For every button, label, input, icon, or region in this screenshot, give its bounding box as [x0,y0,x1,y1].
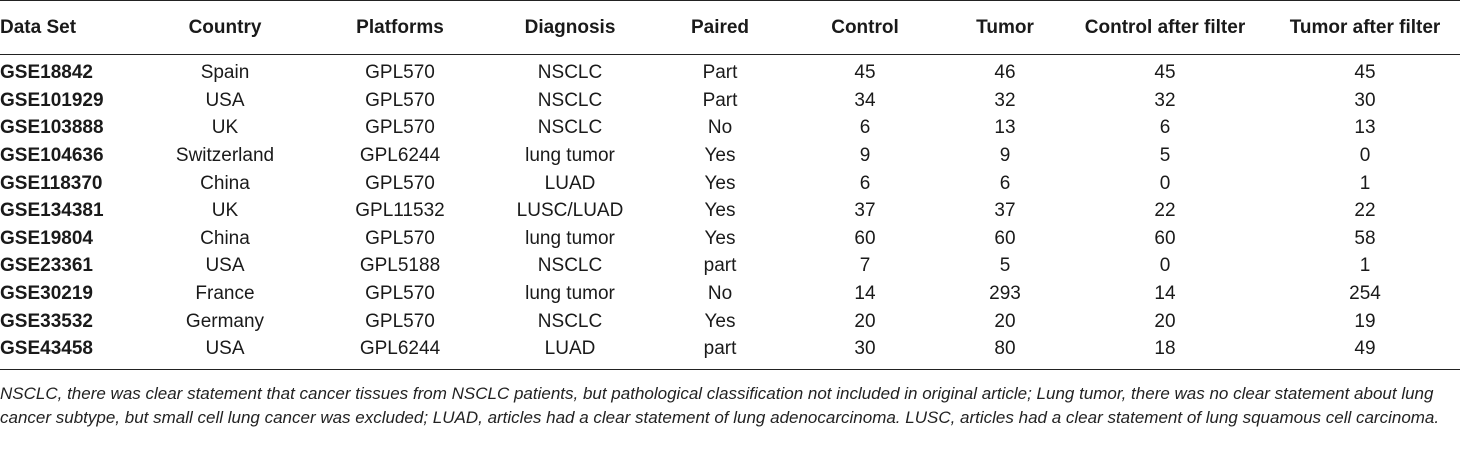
cell-dataset: GSE18842 [0,62,93,84]
header-platforms: Platforms [320,1,480,55]
table-footnote: NSCLC, there was clear statement that cancer tissues from NSCLC patients, but pathological classification not included in original article; Lung tumor, there was no clear statement about lung cancer subtype, but small cell lung cancer was excluded; LUAD, articles had a clear statement of lung adenocarcinoma. LUSC, articles had a clear statement of lung squamous cell carcinoma. [0,384,1440,427]
table-row [0,197,1460,225]
header-data-set: Data Set [0,1,130,55]
cell-paired: Yes [704,227,736,249]
cell-diagnosis: lung tumor [525,145,615,167]
cell-tumor: 5 [999,255,1011,277]
cell-tumor: 32 [994,89,1016,111]
table-row [0,114,1460,142]
cell-control: 6 [859,117,871,139]
cell-tumor: 80 [950,335,1060,369]
cell-tumor: 60 [994,227,1016,249]
cell-dataset: GSE33532 [0,310,93,332]
cell-country: USA [130,335,320,369]
cell-dataset: GSE30219 [0,283,93,305]
table-row [0,225,1460,253]
cell-country: UK [211,200,239,222]
cell-platform: GPL6244 [359,145,441,167]
cell-tumor-after-filter: 58 [1354,227,1376,249]
cell-control-after-filter: 60 [1154,227,1176,249]
cell-control: 34 [854,89,876,111]
cell-tumor-after-filter: 1 [1359,255,1371,277]
cell-paired: part [703,255,737,277]
cell-paired: Yes [704,200,736,222]
cell-platform: GPL570 [365,310,435,332]
cell-platform: GPL570 [365,117,435,139]
cell-control: 30 [780,335,950,369]
cell-paired: Yes [704,145,736,167]
cell-control-after-filter: 45 [1154,62,1176,84]
table-row [0,87,1460,115]
cell-control: 20 [854,310,876,332]
cell-dataset: GSE101929 [0,89,104,111]
cell-paired: Yes [704,172,736,194]
cell-dataset: GSE134381 [0,200,104,222]
cell-tumor: 20 [994,310,1016,332]
cell-control: 60 [854,227,876,249]
cell-diagnosis: lung tumor [525,227,615,249]
cell-country: USA [205,89,245,111]
cell-tumor: 9 [999,145,1011,167]
cell-paired: Part [702,62,738,84]
cell-control-after-filter: 32 [1154,89,1176,111]
cell-control-after-filter: 0 [1159,255,1171,277]
cell-country: Switzerland [175,145,275,167]
header-control: Control [780,1,950,55]
cell-tumor-after-filter: 254 [1349,283,1381,305]
cell-diagnosis: NSCLC [537,255,603,277]
cell-platform: GPL570 [365,227,435,249]
cell-control: 14 [854,283,876,305]
cell-tumor: 293 [989,283,1021,305]
header-tumor: Tumor [950,1,1060,55]
cell-diagnosis: LUAD [544,172,596,194]
cell-dataset: GSE43458 [0,335,130,369]
cell-tumor-after-filter: 19 [1354,310,1376,332]
cell-tumor: 46 [994,62,1016,84]
cell-diagnosis: NSCLC [537,117,603,139]
cell-control-after-filter: 22 [1154,200,1176,222]
cell-diagnosis: LUAD [480,335,660,369]
table-row [0,252,1460,280]
cell-tumor-after-filter: 1 [1359,172,1371,194]
cell-country: UK [211,117,239,139]
cell-paired: part [660,335,780,369]
header-diagnosis: Diagnosis [480,1,660,55]
cell-dataset: GSE19804 [0,227,93,249]
cell-control-after-filter: 18 [1060,335,1270,369]
cell-tumor-after-filter: 45 [1354,62,1376,84]
cell-control-after-filter: 14 [1154,283,1176,305]
table-row [0,142,1460,170]
table-row [0,335,1460,369]
cell-country: France [195,283,255,305]
table-row [0,280,1460,308]
table-row [0,169,1460,197]
cell-control-after-filter: 0 [1159,172,1171,194]
cell-country: China [200,172,250,194]
header-tumor-after-filter: Tumor after filter [1270,1,1460,55]
cell-tumor-after-filter: 49 [1270,335,1460,369]
cell-platform: GPL570 [365,89,435,111]
cell-dataset: GSE118370 [0,172,103,194]
cell-control-after-filter: 20 [1154,310,1176,332]
header-control-after-filter: Control after filter [1060,1,1270,55]
cell-tumor: 6 [999,172,1011,194]
cell-platform: GPL570 [365,62,435,84]
cell-platform: GPL11532 [355,200,445,222]
cell-control: 6 [859,172,871,194]
cell-control: 9 [859,145,871,167]
table-row [0,55,1460,87]
cell-control: 37 [854,200,876,222]
cell-dataset: GSE104636 [0,145,104,167]
cell-country: China [200,227,250,249]
cell-paired: Yes [704,310,736,332]
cell-diagnosis: NSCLC [537,89,603,111]
cell-control-after-filter: 6 [1159,117,1171,139]
cell-diagnosis: NSCLC [537,62,603,84]
cell-platform: GPL570 [365,283,435,305]
cell-tumor-after-filter: 13 [1354,117,1376,139]
header-paired: Paired [660,1,780,55]
cell-diagnosis: NSCLC [537,310,603,332]
cell-paired: Part [702,89,738,111]
cell-tumor: 13 [994,117,1016,139]
cell-platform: GPL570 [365,172,435,194]
cell-country: USA [205,255,245,277]
cell-platform: GPL5188 [359,255,441,277]
cell-country: Spain [200,62,250,84]
table-body [0,55,1460,370]
cell-diagnosis: LUSC/LUAD [516,200,624,222]
cell-control: 45 [854,62,876,84]
cell-country: Germany [185,310,265,332]
cell-dataset: GSE103888 [0,117,104,139]
cell-platform: GPL6244 [320,335,480,369]
cell-tumor-after-filter: 0 [1359,145,1371,167]
cell-paired: No [707,283,733,305]
cell-diagnosis: lung tumor [525,283,615,305]
cell-paired: No [707,117,733,139]
cell-tumor-after-filter: 30 [1354,89,1376,111]
cell-control-after-filter: 5 [1159,145,1171,167]
cell-tumor: 37 [994,200,1016,222]
header-row [0,1,1460,55]
header-country: Country [130,1,320,55]
cell-dataset: GSE23361 [0,255,93,277]
cell-tumor-after-filter: 22 [1354,200,1376,222]
cell-control: 7 [859,255,871,277]
table-row [0,307,1460,335]
